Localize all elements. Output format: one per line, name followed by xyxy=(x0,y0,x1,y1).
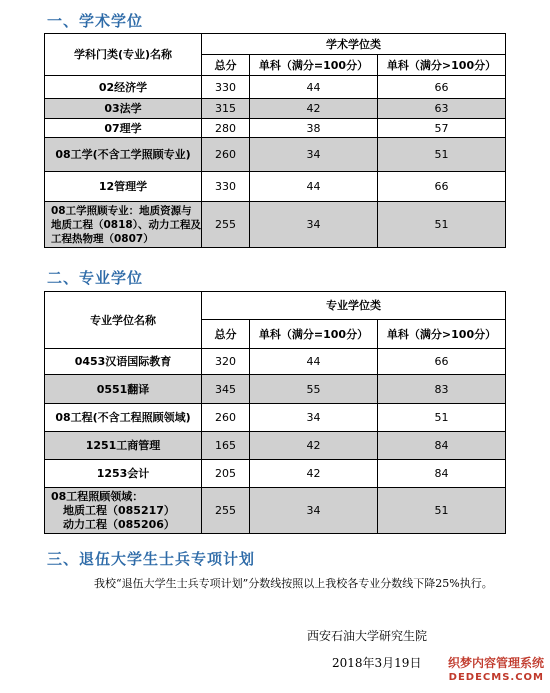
row-s100: 38 xyxy=(250,119,378,138)
row-name: 0551翻译 xyxy=(45,375,202,404)
row-s100: 34 xyxy=(250,138,378,172)
row-s100: 55 xyxy=(250,375,378,404)
row-total: 205 xyxy=(202,460,250,488)
header-group: 学术学位类 xyxy=(202,34,506,55)
col-single-gt100: 单科（满分>100分） xyxy=(378,55,506,76)
col-total: 总分 xyxy=(202,55,250,76)
row-s100: 44 xyxy=(250,349,378,375)
section2-title: 二、专业学位 xyxy=(47,269,144,287)
row-sgt: 63 xyxy=(378,99,506,119)
row-sgt: 84 xyxy=(378,432,506,460)
row-total: 255 xyxy=(202,202,250,248)
row-s100: 34 xyxy=(250,488,378,534)
table-row xyxy=(45,202,506,248)
row-total: 315 xyxy=(202,99,250,119)
table-row xyxy=(45,76,506,99)
row-name: 03法学 xyxy=(45,99,202,119)
row-total: 260 xyxy=(202,138,250,172)
row-name: 08工学(不含工学照顾专业) xyxy=(45,138,202,172)
row-name: 08工程(不含工程照顾领域) xyxy=(45,404,202,432)
row-name: 12管理学 xyxy=(45,172,202,202)
row-name: 07理学 xyxy=(45,119,202,138)
watermark-line2: DEDECMS.COM xyxy=(448,672,544,683)
row-total: 320 xyxy=(202,349,250,375)
table-row xyxy=(45,172,506,202)
header-name: 学科门类(专业)名称 xyxy=(45,34,202,76)
header-group: 专业学位类 xyxy=(202,292,506,320)
row-sgt: 51 xyxy=(378,202,506,248)
section3-note: 我校“退伍大学生士兵专项计划”分数线按照以上我校各专业分数线下降25%执行。 xyxy=(94,577,493,590)
table-row xyxy=(45,488,506,534)
row-sgt: 66 xyxy=(378,172,506,202)
row-sgt: 84 xyxy=(378,460,506,488)
col-single-100: 单科（满分=100分） xyxy=(250,55,378,76)
row-total: 280 xyxy=(202,119,250,138)
row-sgt: 57 xyxy=(378,119,506,138)
header-name: 专业学位名称 xyxy=(45,292,202,349)
row-s100: 44 xyxy=(250,76,378,99)
table-row xyxy=(45,432,506,460)
row-s100: 44 xyxy=(250,172,378,202)
col-total: 总分 xyxy=(202,320,250,349)
row-name xyxy=(45,488,202,534)
row-name: 02经济学 xyxy=(45,76,202,99)
academic-degree-table xyxy=(44,33,506,248)
professional-degree-table xyxy=(44,291,506,534)
row-name: 1251工商管理 xyxy=(45,432,202,460)
row-sgt: 51 xyxy=(378,138,506,172)
signature-date: 2018年3月19日 xyxy=(332,656,422,670)
watermark-line1: 织梦内容管理系统 xyxy=(447,656,544,670)
row-total: 165 xyxy=(202,432,250,460)
row-name-line3: 动力工程（085206） xyxy=(63,517,175,531)
row-total: 345 xyxy=(202,375,250,404)
row-s100: 42 xyxy=(250,99,378,119)
col-single-gt100: 单科（满分>100分） xyxy=(378,320,506,349)
row-name: 08工学照顾专业：地质资源与地质工程（0818）、动力工程及工程热物理（0807） xyxy=(45,202,202,248)
row-sgt: 83 xyxy=(378,375,506,404)
watermark xyxy=(426,655,544,689)
row-name-line1: 08工程照顾领域： xyxy=(51,489,144,503)
row-name: 0453汉语国际教育 xyxy=(45,349,202,375)
table-row xyxy=(45,404,506,432)
col-single-100: 单科（满分=100分） xyxy=(250,320,378,349)
table-row xyxy=(45,99,506,119)
row-total: 255 xyxy=(202,488,250,534)
row-sgt: 51 xyxy=(378,488,506,534)
row-sgt: 66 xyxy=(378,349,506,375)
row-s100: 34 xyxy=(250,404,378,432)
table-row xyxy=(45,349,506,375)
row-total: 260 xyxy=(202,404,250,432)
row-s100: 42 xyxy=(250,432,378,460)
row-name: 1253会计 xyxy=(45,460,202,488)
table-row xyxy=(45,119,506,138)
row-total: 330 xyxy=(202,172,250,202)
table-row xyxy=(45,460,506,488)
section1-title: 一、学术学位 xyxy=(47,12,144,30)
row-name-line2: 地质工程（085217） xyxy=(63,503,175,517)
row-sgt: 51 xyxy=(378,404,506,432)
table-row xyxy=(45,138,506,172)
row-s100: 34 xyxy=(250,202,378,248)
row-total: 330 xyxy=(202,76,250,99)
section3-title: 三、退伍大学生士兵专项计划 xyxy=(47,550,256,568)
row-sgt: 66 xyxy=(378,76,506,99)
signature-org: 西安石油大学研究生院 xyxy=(307,629,428,643)
row-s100: 42 xyxy=(250,460,378,488)
table-row xyxy=(45,375,506,404)
